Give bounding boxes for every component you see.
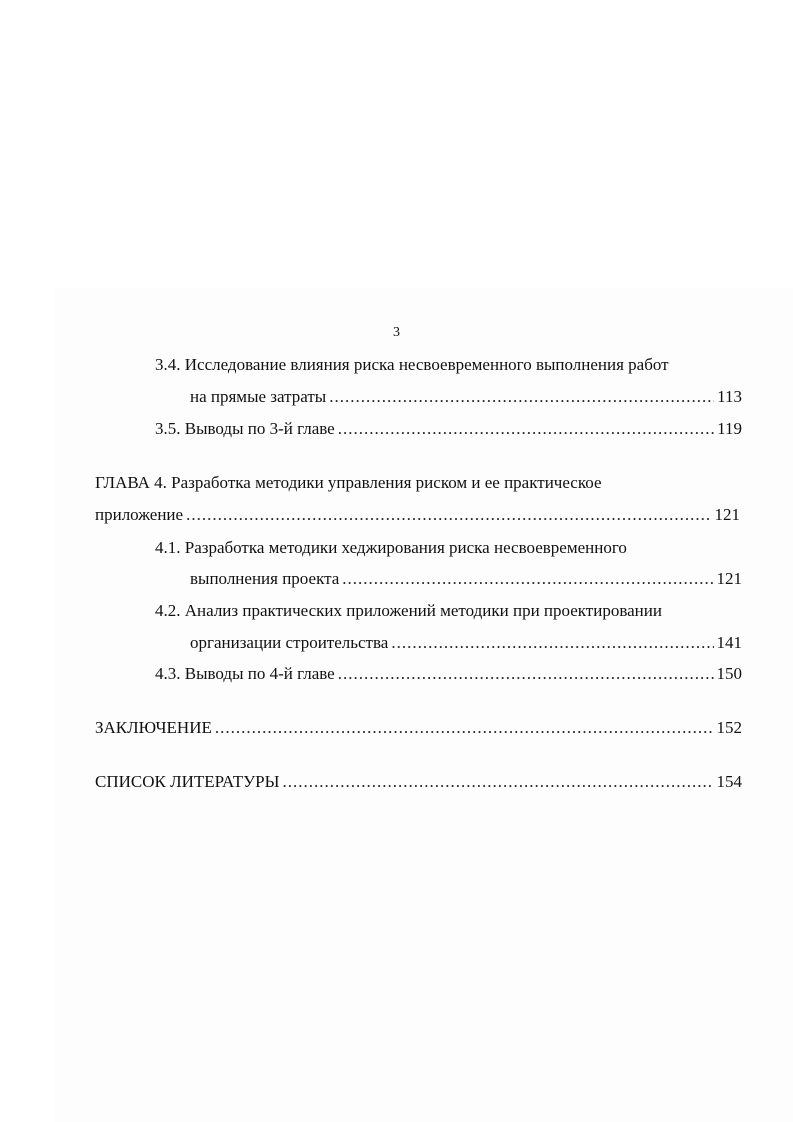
toc-entry-text: СПИСОК ЛИТЕРАТУРЫ xyxy=(95,772,280,791)
toc-entry-4-2-title xyxy=(155,601,662,621)
toc-entry-text: 4.2. Анализ практических приложений методики при проектировании xyxy=(155,601,662,620)
dot-leader xyxy=(186,505,711,525)
toc-page-number: 119 xyxy=(717,419,742,438)
toc-page-number: 121 xyxy=(714,505,740,524)
toc-entry-4-2[interactable] xyxy=(190,633,742,653)
dot-leader xyxy=(338,664,714,684)
toc-entry-4-3[interactable] xyxy=(155,664,742,684)
toc-page-number: 150 xyxy=(716,664,742,683)
toc-entry-text: организации строительства xyxy=(190,633,389,652)
toc-entry-4-1-title xyxy=(155,538,627,558)
toc-entry-text: на прямые затраты xyxy=(190,387,327,406)
toc-page-number: 154 xyxy=(716,772,742,791)
dot-leader xyxy=(338,419,714,439)
toc-references[interactable] xyxy=(95,772,742,792)
toc-chapter-4-title xyxy=(95,473,602,493)
toc-page-number: 152 xyxy=(716,718,742,737)
toc-entry-text: ГЛАВА 4. Разработка методики управления риском и ее практическое xyxy=(95,473,602,492)
dot-leader xyxy=(282,772,713,792)
toc-entry-3-4[interactable] xyxy=(190,387,742,407)
dot-leader xyxy=(391,633,713,653)
toc-entry-text: ЗАКЛЮЧЕНИЕ xyxy=(95,718,212,737)
scan-region xyxy=(55,288,793,1122)
toc-page-number: 113 xyxy=(717,387,742,406)
toc-entry-text: выполнения проекта xyxy=(190,569,340,588)
toc-entry-4-1[interactable] xyxy=(190,569,742,589)
toc-entry-3-4-title xyxy=(155,355,669,375)
dot-leader xyxy=(329,387,714,407)
toc-conclusion[interactable] xyxy=(95,718,742,738)
toc-entry-text: 3.4. Исследование влияния риска несвоевременного выполнения работ xyxy=(155,355,669,374)
toc-entry-3-5[interactable] xyxy=(155,419,742,439)
page-number: 3 xyxy=(393,325,400,340)
toc-entry-text: 4.1. Разработка методики хеджирования риска несвоевременного xyxy=(155,538,627,557)
toc-entry-text: 3.5. Выводы по 3-й главе xyxy=(155,419,335,438)
dot-leader xyxy=(215,718,714,738)
toc-page-number: 141 xyxy=(716,633,742,652)
toc-page-number: 121 xyxy=(716,569,742,588)
toc-entry-text: приложение xyxy=(95,505,184,524)
toc-chapter-4[interactable] xyxy=(95,505,740,525)
toc-entry-text: 4.3. Выводы по 4-й главе xyxy=(155,664,335,683)
dot-leader xyxy=(342,569,713,589)
